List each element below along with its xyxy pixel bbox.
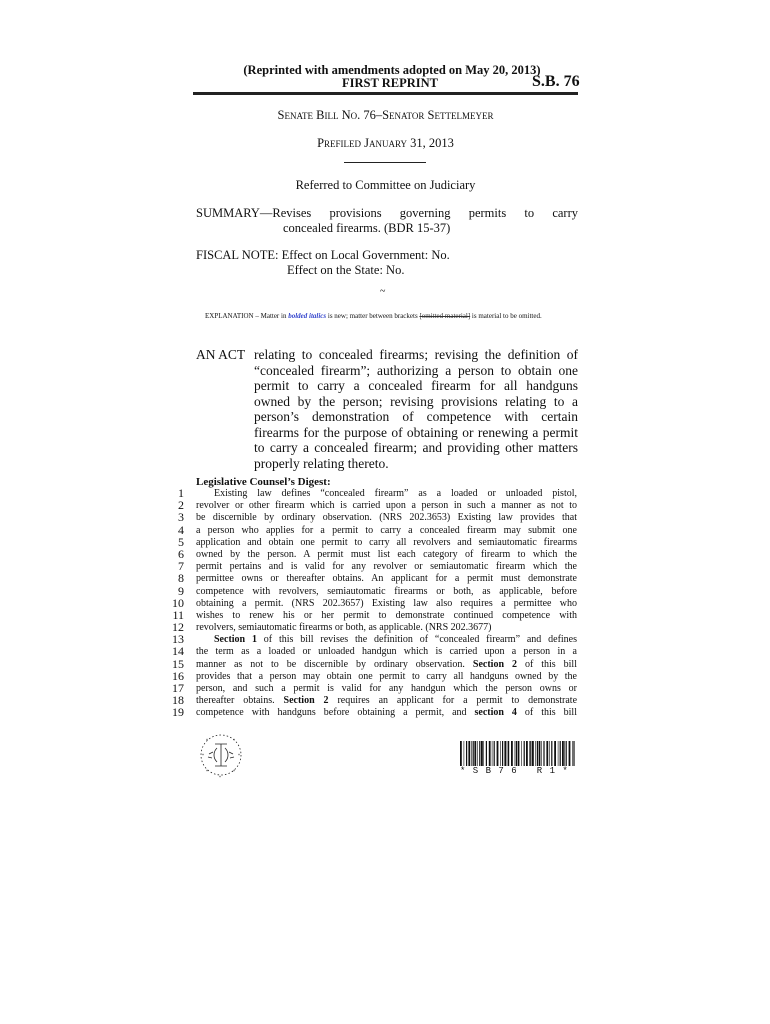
barcode-bar xyxy=(532,741,534,766)
digest-line: a person who applies for a permit to carry a concealed firearm may submit one xyxy=(196,524,577,536)
barcode-bar xyxy=(516,741,517,766)
reprint-note: (Reprinted with amendments adopted on May 20, 2013) xyxy=(243,63,541,77)
barcode-bar xyxy=(569,741,571,766)
summary-line-1-rest: provisions governing permits to carry xyxy=(329,206,578,220)
line-number: 10 xyxy=(172,595,184,610)
svg-text:*: * xyxy=(202,753,204,758)
digest-line: provides that a person may obtain one permit to carry all handguns owned by the xyxy=(196,670,577,682)
act-line: firearms for the purpose of obtaining or renewing a permit xyxy=(254,424,578,440)
act-line: permit to carry a concealed firearm for all handguns xyxy=(254,378,578,393)
svg-text:*: * xyxy=(233,738,235,743)
line-number: 3 xyxy=(178,510,184,525)
barcode-bar xyxy=(468,741,470,766)
barcode-bar xyxy=(494,741,495,766)
explanation-struck: [omitted material] xyxy=(419,312,471,320)
barcode-bar xyxy=(558,741,559,766)
line-numbers xyxy=(160,487,184,719)
bill-title xyxy=(193,108,578,123)
barcode-bar xyxy=(551,741,552,766)
digest-heading: Legislative Counsel’s Digest: xyxy=(196,476,331,488)
header-rule xyxy=(193,92,578,95)
barcode-bar xyxy=(535,741,536,766)
digest-line: revolvers, semiautomatic firearms or both, as applicable. (NRS 202.3677) xyxy=(196,622,492,634)
act-line: “concealed firearm”; authorizing a person to obtain one xyxy=(254,362,578,378)
barcode-bar xyxy=(539,741,541,766)
digest-line: Section 1 of this bill revises the definition of “concealed firearm” and defines xyxy=(214,634,578,646)
barcode-bar xyxy=(560,741,561,766)
digest-line: obtaining a permit. (NRS 202.3657) Existing law also requires a permittee who xyxy=(196,597,577,609)
barcode-bar xyxy=(474,741,476,766)
barcode-bar xyxy=(466,741,467,766)
act-preamble xyxy=(196,347,578,471)
digest-line: permit pertains and is valid for any revolver or semiautomatic firearm which the xyxy=(196,561,577,573)
svg-text:*: * xyxy=(233,769,235,774)
barcode-bar xyxy=(507,741,508,766)
first-reprint-label: FIRST REPRINT xyxy=(342,76,438,90)
barcode-bar xyxy=(500,741,501,766)
explanation-middle: is new; matter between brackets xyxy=(326,312,420,320)
barcode-bar xyxy=(564,741,565,766)
prefiled-date: Prefiled January 31, 2013 xyxy=(317,136,454,150)
act-line: owned by the person; revising provisions relating to a xyxy=(254,393,578,409)
barcode-bar xyxy=(515,741,516,766)
barcode-bar xyxy=(529,741,530,766)
digest-line: be discernible by ordinary observation. (NRS 202.3653) Existing law provides that xyxy=(196,512,577,524)
line-number: 1 xyxy=(178,486,184,500)
explanation-note xyxy=(205,312,585,320)
barcode-bar xyxy=(504,741,506,766)
barcode-bar xyxy=(464,741,465,766)
act-line: properly relating thereto. xyxy=(254,455,389,471)
svg-text:*: * xyxy=(206,738,208,743)
title-divider xyxy=(344,162,426,163)
barcode-bar xyxy=(502,741,503,766)
barcode-bar xyxy=(566,741,567,766)
barcode-bar xyxy=(562,741,564,766)
section-divider: ~ xyxy=(380,286,386,297)
line-number: 2 xyxy=(178,498,184,513)
barcode-bar xyxy=(546,741,548,766)
explanation-prefix: EXPLANATION – Matter in xyxy=(205,312,289,320)
barcode-bar xyxy=(486,741,487,766)
line-number: 6 xyxy=(178,546,184,561)
barcode-bar xyxy=(526,741,528,766)
summary xyxy=(196,206,578,236)
bill-number: S.B. 76 xyxy=(532,73,580,90)
barcode-bar xyxy=(460,741,462,766)
digest-line: Existing law defines “concealed firearm” as a loaded or unloaded pistol, xyxy=(214,488,577,499)
barcode-bar xyxy=(572,741,573,766)
act-text xyxy=(254,347,578,471)
nevada-state-seal-icon xyxy=(197,730,245,780)
line-number: 5 xyxy=(178,534,184,549)
barcode-bar xyxy=(489,741,491,766)
svg-text:*: * xyxy=(238,753,240,758)
digest-line: revolver or other firearm which is carried upon a person in such a manner as not to xyxy=(196,500,577,512)
barcode-bar xyxy=(473,741,474,766)
summary-line-2: concealed firearms. (BDR 15-37) xyxy=(283,221,451,235)
bill-title-text: Senate Bill No. 76–Senator Settelmeyer xyxy=(277,108,494,122)
barcode-bar xyxy=(492,741,493,766)
line-number: 19 xyxy=(172,705,184,720)
line-number: 14 xyxy=(172,644,184,659)
barcode-bar xyxy=(543,741,544,766)
barcode-bar xyxy=(549,741,550,766)
barcode-bar xyxy=(481,741,483,766)
svg-text:*: * xyxy=(219,775,221,780)
fiscal-line-1: FISCAL NOTE: Effect on Local Government: No. xyxy=(196,248,450,262)
act-label: AN ACT xyxy=(196,347,246,362)
line-number: 12 xyxy=(172,620,184,635)
digest-body xyxy=(196,488,577,720)
barcode-bar xyxy=(511,741,513,766)
act-line: person’s demonstration of competence with certain xyxy=(254,409,578,424)
line-number: 11 xyxy=(172,607,184,622)
barcode-bar xyxy=(524,741,525,766)
barcode-bar xyxy=(477,741,478,766)
barcode-text: * S B 7 6 R 1 * xyxy=(460,766,569,776)
barcode-bar xyxy=(573,741,574,766)
line-number: 8 xyxy=(178,571,184,586)
barcode-bar xyxy=(479,741,480,766)
fiscal-note xyxy=(196,248,578,278)
digest-line: permittee owns or thereafter obtains. An applicant for a permit must demonstrate xyxy=(196,573,577,585)
barcode-bar xyxy=(483,741,484,766)
barcode-bar xyxy=(497,741,499,766)
digest-line: competence with revolvers, semiautomatic firearms or both, as applicable, before xyxy=(196,585,577,597)
digest-line: wishes to renew his or her permit to demonstrate continued competence with xyxy=(196,609,577,621)
line-number: 4 xyxy=(178,522,184,537)
digest-line: the term as a loaded or unloaded handgun which is carried upon a person in a xyxy=(196,646,577,658)
svg-text:*: * xyxy=(206,769,208,774)
summary-label: SUMMARY—Revises xyxy=(196,206,312,220)
line-number: 13 xyxy=(172,632,184,647)
line-number: 17 xyxy=(172,681,184,695)
digest-line: application and obtain one permit to carry all revolvers and semiautomatic firearms xyxy=(196,536,577,548)
line-number: 9 xyxy=(178,583,184,598)
digest-line: thereafter obtains. Section 2 requires an applicant for a permit to demonstrate xyxy=(196,695,578,707)
explanation-bolded: bolded italics xyxy=(288,312,327,320)
digest-line: manner as not to be discernible by ordinary observation. Section 2 of this bill xyxy=(196,658,577,670)
act-line: relating to concealed firearms; revising the definition of xyxy=(254,347,578,362)
barcode-bar xyxy=(554,741,556,766)
line-number: 15 xyxy=(172,656,184,671)
act-line: to carry a concealed firearm; and providing other matters xyxy=(254,440,578,455)
line-number: 18 xyxy=(172,693,184,708)
barcode-bar xyxy=(518,741,520,766)
barcode-bar xyxy=(521,741,522,766)
line-number: 16 xyxy=(172,668,184,683)
line-number: 7 xyxy=(178,559,184,574)
digest-line: owned by the person. A permit must list each category of firearm to which the xyxy=(196,548,577,560)
barcode-bar xyxy=(530,741,531,766)
explanation-suffix: is material to be omitted. xyxy=(470,312,542,320)
barcode-bar xyxy=(508,741,509,766)
fiscal-line-2: Effect on the State: No. xyxy=(287,263,405,277)
digest-line: competence with handguns before obtaining a permit, and section 4 of this bill xyxy=(196,707,577,719)
barcode-bar xyxy=(541,741,542,766)
barcode-bar xyxy=(537,741,538,766)
barcode-bar xyxy=(471,741,472,766)
digest-line: person, and such a permit is valid for any handgun which the person owns or xyxy=(196,683,577,694)
summary-line-1 xyxy=(196,206,578,221)
committee-referral: Referred to Committee on Judiciary xyxy=(295,178,476,192)
barcode-icon xyxy=(460,741,576,766)
